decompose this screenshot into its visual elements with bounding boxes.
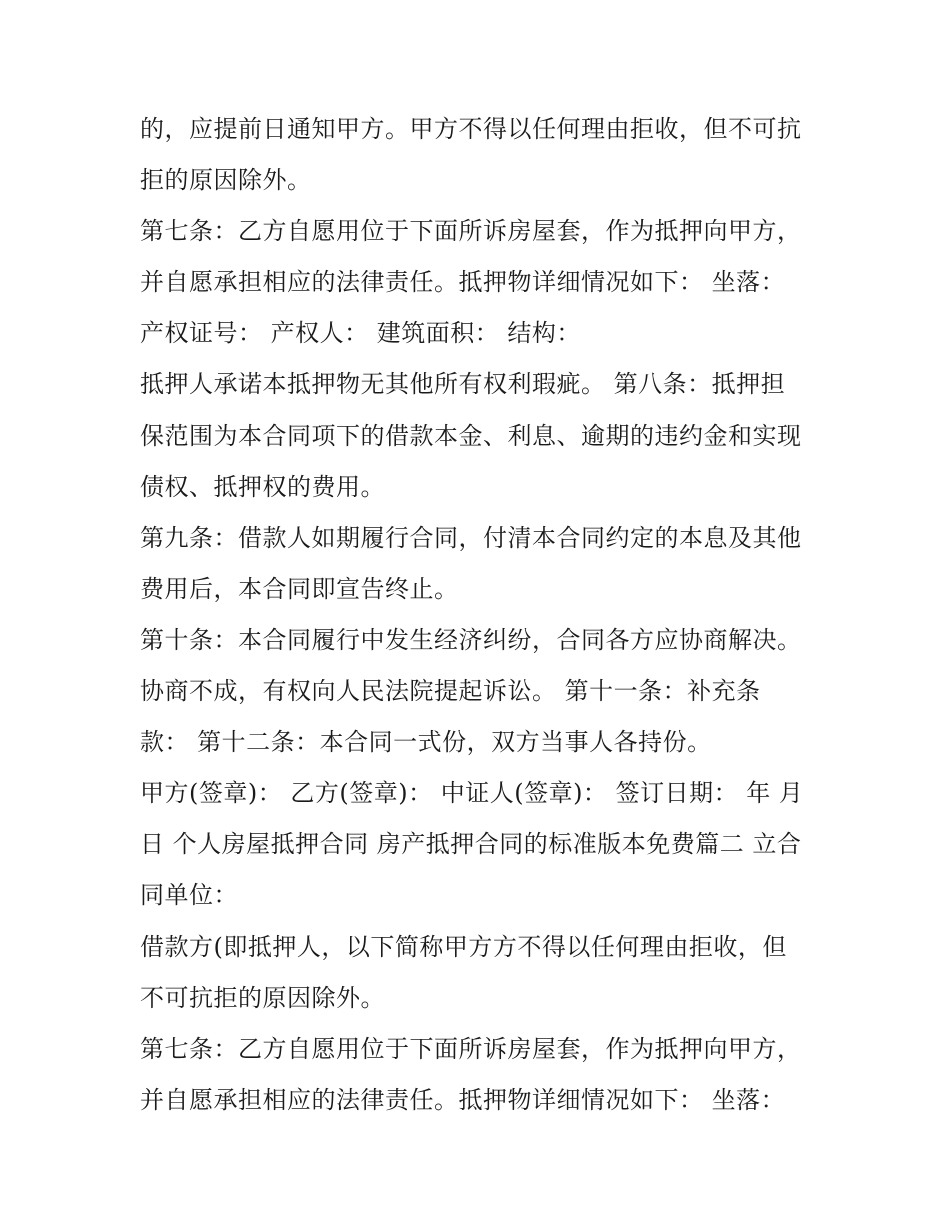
text-line: 拒的原因除外。 xyxy=(140,166,312,195)
text-line: 第十条：本合同履行中发生经济纠纷，合同各方应协商解决。 xyxy=(140,625,802,654)
text-line: 并自愿承担相应的法律责任。抵押物详细情况如下： 坐落： xyxy=(140,1085,786,1114)
text-line: 不可抗拒的原因除外。 xyxy=(140,983,385,1012)
text-line: 借款方(即抵押人，以下简称甲方方不得以任何理由拒收，但 xyxy=(140,932,787,961)
text-line: 协商不成，有权向人民法院提起诉讼。 第十一条：补充条 xyxy=(140,677,761,706)
text-line: 第七条：乙方自愿用位于下面所诉房屋套，作为抵押向甲方， xyxy=(140,1034,802,1063)
text-line: 同单位： xyxy=(140,881,238,910)
text-line: 款： 第十二条：本合同一式份，双方当事人各持份。 xyxy=(140,728,712,757)
text-line: 第九条：借款人如期履行合同，付清本合同约定的本息及其他 xyxy=(140,523,802,552)
text-line: 日 个人房屋抵押合同 房产抵押合同的标准版本免费篇二 立合 xyxy=(140,830,802,859)
text-line: 产权证号： 产权人： 建筑面积： 结构： xyxy=(140,319,581,348)
text-line: 保范围为本合同项下的借款本金、利息、逾期的违约金和实现 xyxy=(140,421,802,450)
text-line: 并自愿承担相应的法律责任。抵押物详细情况如下： 坐落： xyxy=(140,268,786,297)
text-line: 费用后，本合同即宣告终止。 xyxy=(140,574,459,603)
text-line: 债权、抵押权的费用。 xyxy=(140,472,385,501)
text-line: 抵押人承诺本抵押物无其他所有权利瑕疵。 第八条：抵押担 xyxy=(140,370,786,399)
text-line: 第七条：乙方自愿用位于下面所诉房屋套，作为抵押向甲方， xyxy=(140,217,802,246)
text-line: 的，应提前日通知甲方。甲方不得以任何理由拒收，但不可抗 xyxy=(140,115,802,143)
text-line: 甲方(签章)： 乙方(签章)： 中证人(签章)： 签订日期： 年 月 xyxy=(140,779,804,808)
document-body xyxy=(140,104,830,1126)
